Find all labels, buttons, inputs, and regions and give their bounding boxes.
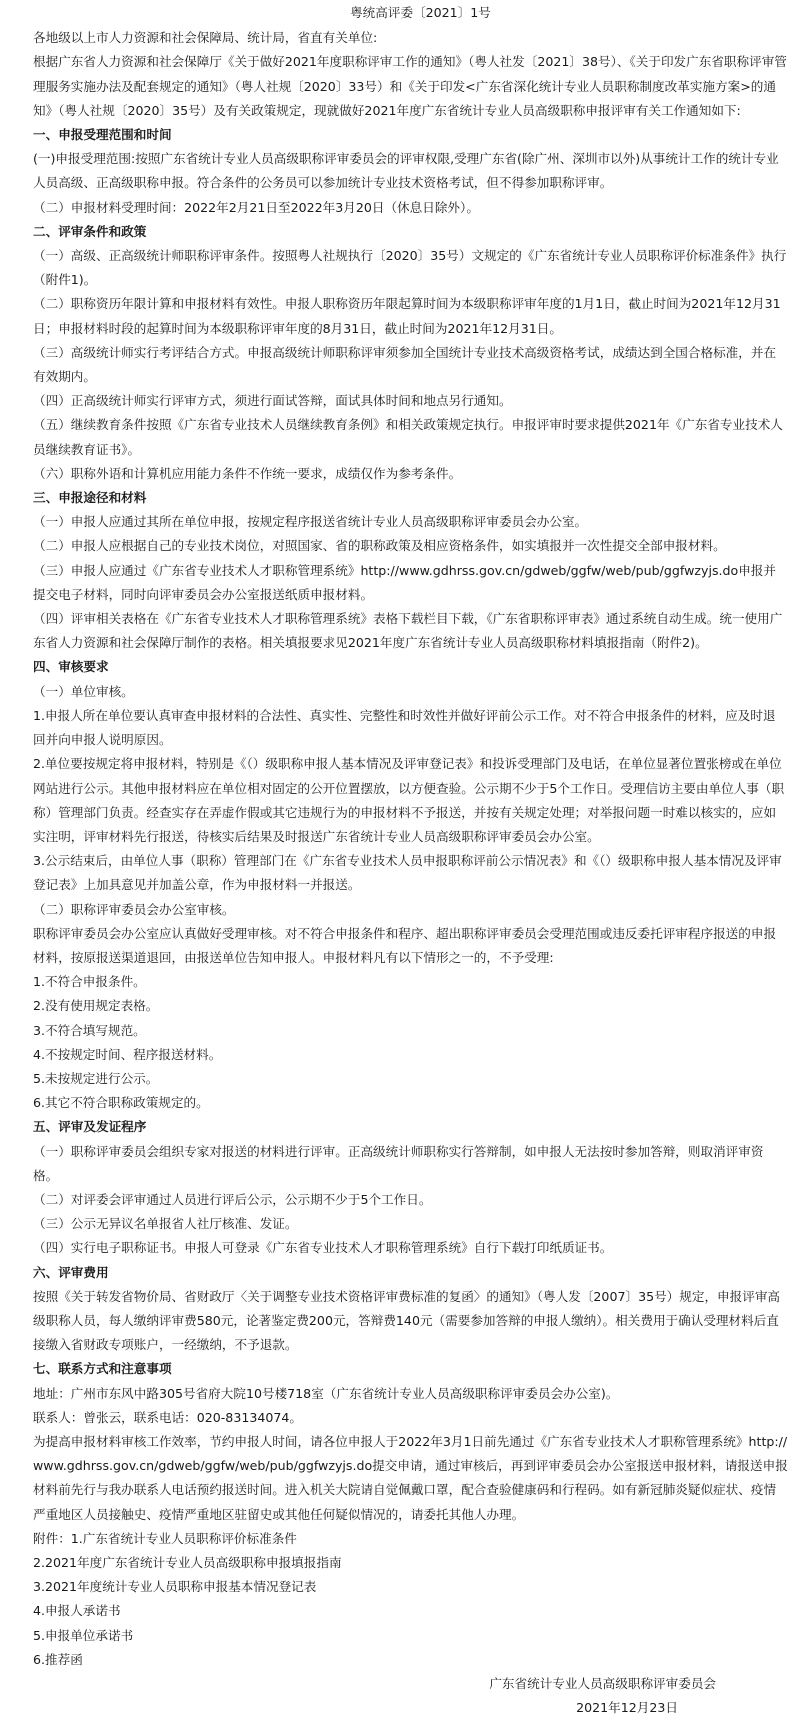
paragraph: （三）公示无异议名单报省人社厅核准、发证。 (33, 1216, 298, 1232)
issue-date: 2021年12月23日 (576, 1700, 678, 1716)
section-heading: 四、审核要求 (33, 659, 109, 675)
paragraph: （四）评审相关表格在《广东省专业技术人才职称管理系统》表格下载栏目下载，《广东省职称评审表》通过系统自动生成。统一使用广东省人力资源和社会保障厅制作的表格。相关填报要求见2021年度广东省统计专业人员高级职称材料填报指南（附件2)。 (33, 611, 783, 651)
paragraph: （二）对评委会评审通过人员进行评后公示，公示期不少于5个工作日。 (33, 1191, 432, 1207)
paragraph: （二）职称资历年限计算和申报材料有效性。申报人职称资历年限起算时间为本级职称评审年度的1月1日，截止时间为2021年12月31日；申报材料时段的起算时间为本级职称评审年度的8月31日，截止时间为2021年12月31日。 (33, 296, 781, 336)
section-heading: 三、申报途径和材料 (33, 490, 147, 506)
paragraph: 1.申报人所在单位要认真审查申报材料的合法性、真实性、完整性和时效性并做好评前公示工作。对不符合申报条件的材料，应及时退回并向申报人说明原因。 (33, 707, 776, 748)
list-item: 6.其它不符合职称政策规定的。 (33, 1095, 209, 1111)
list-item: 4.不按规定时间、程序报送材料。 (33, 1046, 222, 1062)
section-6 (33, 1261, 788, 1358)
attachment-item: 6.推荐函 (33, 1651, 83, 1667)
attachments-list (33, 1527, 788, 1672)
section-heading: 一、申报受理范围和时间 (33, 127, 172, 143)
section-3 (33, 486, 788, 655)
paragraph: （四）实行电子职称证书。申报人可登录《广东省专业技术人才职称管理系统》自行下载打印纸质证书。 (33, 1240, 613, 1256)
paragraph: (一)申报受理范围:按照广东省统计专业人员高级职称评审委员会的评审权限,受理广东省(除广州、深圳市以外)从事统计工作的统计专业人员高级、正高级职称申报。符合条件的公务员可以参加统计专业技术资格考试，但不得参加职称评审。 (33, 151, 779, 191)
section-heading: 五、评审及发证程序 (33, 1119, 147, 1135)
intro-paragraph: 根据广东省人力资源和社会保障厅《关于做好2021年度职称评审工作的通知》（粤人社发〔2021〕38号）、《关于印发广东省职称评审管理服务实施办法及配套规定的通知》（粤人社规〔2020〕33号）和《关于印发<广东省深化统计专业人员职称制度改革实施方案>的通知》（粤人社规〔2020〕35号）及有关政策规定，现就做好2021年度广东省统计专业人员高级职称申报评审有关工作通知如下: (33, 54, 787, 118)
attachment-item: 4.申报人承诺书 (33, 1603, 121, 1619)
list-item: 5.未按规定进行公示。 (33, 1070, 159, 1086)
section-4 (33, 655, 788, 1115)
paragraph: （一）单位审核。 (33, 683, 134, 699)
paragraph: 按照《关于转发省物价局、省财政厅〈关于调整专业技术资格评审费标准的复函〉的通知》（粤人发〔2007〕35号）规定，申报评审高级职称人员，每人缴纳评审费580元，论著鉴定费200元，答辩费140元（需要参加答辩的申报人缴纳）。相关费用于确认受理材料后直接缴入省财政专项账户，一经缴纳，不予退款。 (33, 1288, 781, 1353)
section-2 (33, 220, 788, 486)
list-item: 1.不符合申报条件。 (33, 974, 146, 990)
paragraph: （二）申报人应根据自己的专业技术岗位，对照国家、省的职称政策及相应资格条件，如实填报并一次性提交全部申报材料。 (33, 538, 726, 554)
attachment-item: 5.申报单位承诺书 (33, 1627, 134, 1643)
list-item: 2.没有使用规定表格。 (33, 998, 159, 1014)
paragraph: （二）职称评审委员会办公室审核。 (33, 901, 235, 917)
contact: 联系人：曾张云，联系电话：020-83134074。 (33, 1409, 302, 1425)
issuer: 广东省统计专业人员高级职称评审委员会 (489, 1676, 716, 1692)
section-5 (33, 1115, 788, 1260)
section-heading: 六、评审费用 (33, 1264, 109, 1280)
paragraph: （六）职称外语和计算机应用能力条件不作统一要求，成绩仅作为参考条件。 (33, 465, 462, 481)
salutation: 各地级以上市人力资源和社会保障局、统计局，省直有关单位: (33, 30, 378, 46)
paragraph: 为提高申报材料审核工作效率，节约申报人时间，请各位申报人于2022年3月1日前先通过《广东省专业技术人才职称管理系统》http://www.gdhrss.gov.cn/gdweb/ggfw/web/pub/ggfwzyjs.do提交申请，通过审核后，再到评审委员会办公室报送申报材料，请报送申报材料前先行与我办联系人电话预约报送时间。进入机关大院请自觉佩戴口罩，配合查验健康码和行程码。如有新冠肺炎疑似症状、疫情严重地区人员接触史、疫情严重地区驻留史或其他任何疑似情况的，请委托其他人办理。 (33, 1433, 788, 1522)
paragraph: （三）申报人应通过《广东省专业技术人才职称管理系统》http://www.gdhrss.gov.cn/gdweb/ggfw/web/pub/ggfwzyjs.do申报并提交电子材料，同时向评审委员会办公室报送纸质申报材料。 (33, 562, 776, 602)
list-item: 3.不符合填写规范。 (33, 1022, 146, 1038)
paragraph: （一）高级、正高级统计师职称评审条件。按照粤人社规执行〔2020〕35号）文规定的《广东省统计专业人员职称评价标准条件》执行（附件1)。 (33, 248, 787, 288)
paragraph: 2.单位要按规定将申报材料，特别是《（）级职称申报人基本情况及评审登记表》和投诉受理部门及电话，在单位显著位置张榜或在单位网站进行公示。其他申报材料应在单位相对固定的公开位置摆放，以方便查验。公示期不少于5个工作日。受理信访主要由单位人事（职称）管理部门负责。经查实存在弄虚作假或其它违规行为的申报材料不予报送，并按有关规定处理；对举报问题一时难以核实的，应如实注明，评审材料先行报送，待核实后结果及时报送广东省统计专业人员高级职称评审委员会办公室。 (33, 756, 785, 844)
paragraph: 职称评审委员会办公室应认真做好受理审核。对不符合申报条件和程序、超出职称评审委员会受理范围或违反委托评审程序报送的申报材料，按原报送渠道退回，由报送单位告知申报人。申报材料凡有以下情形之一的，不予受理: (33, 925, 777, 965)
section-7 (33, 1357, 788, 1526)
paragraph: （四）正高级统计师实行评审方式，须进行面试答辩，面试具体时间和地点另行通知。 (33, 393, 512, 409)
attachment-item: 附件：1.广东省统计专业人员职称评价标准条件 (33, 1530, 297, 1546)
paragraph: 3.公示结束后，由单位人事（职称）管理部门在《广东省专业技术人员申报职称评前公示情况表》和《（）级职称申报人基本情况及评审登记表》上加具意见并加盖公章，作为申报材料一并报送。 (33, 853, 782, 893)
attachment-item: 3.2021年度统计专业人员职称申报基本情况登记表 (33, 1579, 317, 1595)
paragraph: （一）职称评审委员会组织专家对报送的材料进行评审。正高级统计师职称实行答辩制，如申报人无法按时参加答辩，则取消评审资格。 (33, 1143, 764, 1183)
section-heading: 七、联系方式和注意事项 (33, 1361, 172, 1377)
doc-number: 粤统高评委〔2021〕1号 (350, 5, 491, 20)
paragraph: （一）申报人应通过其所在单位申报，按规定程序报送省统计专业人员高级职称评审委员会办公室。 (33, 514, 588, 530)
section-heading: 二、评审条件和政策 (33, 223, 147, 239)
address: 地址：广州市东风中路305号省府大院10号楼718室（广东省统计专业人员高级职称评审委员会办公室)。 (33, 1385, 619, 1401)
paragraph: （五）继续教育条件按照《广东省专业技术人员继续教育条例》和相关政策规定执行。申报评审时要求提供2021年《广东省专业技术人员继续教育证书》。 (33, 417, 783, 457)
paragraph: （三）高级统计师实行考评结合方式。申报高级统计师职称评审须参加全国统计专业技术高级资格考试，成绩达到全国合格标准，并在有效期内。 (33, 344, 777, 385)
section-1 (33, 123, 788, 220)
attachment-item: 2.2021年度广东省统计专业人员高级职称申报填报指南 (33, 1555, 342, 1570)
paragraph: （二）申报材料受理时间：2022年2月21日至2022年3月20日（休息日除外）。 (33, 199, 479, 215)
